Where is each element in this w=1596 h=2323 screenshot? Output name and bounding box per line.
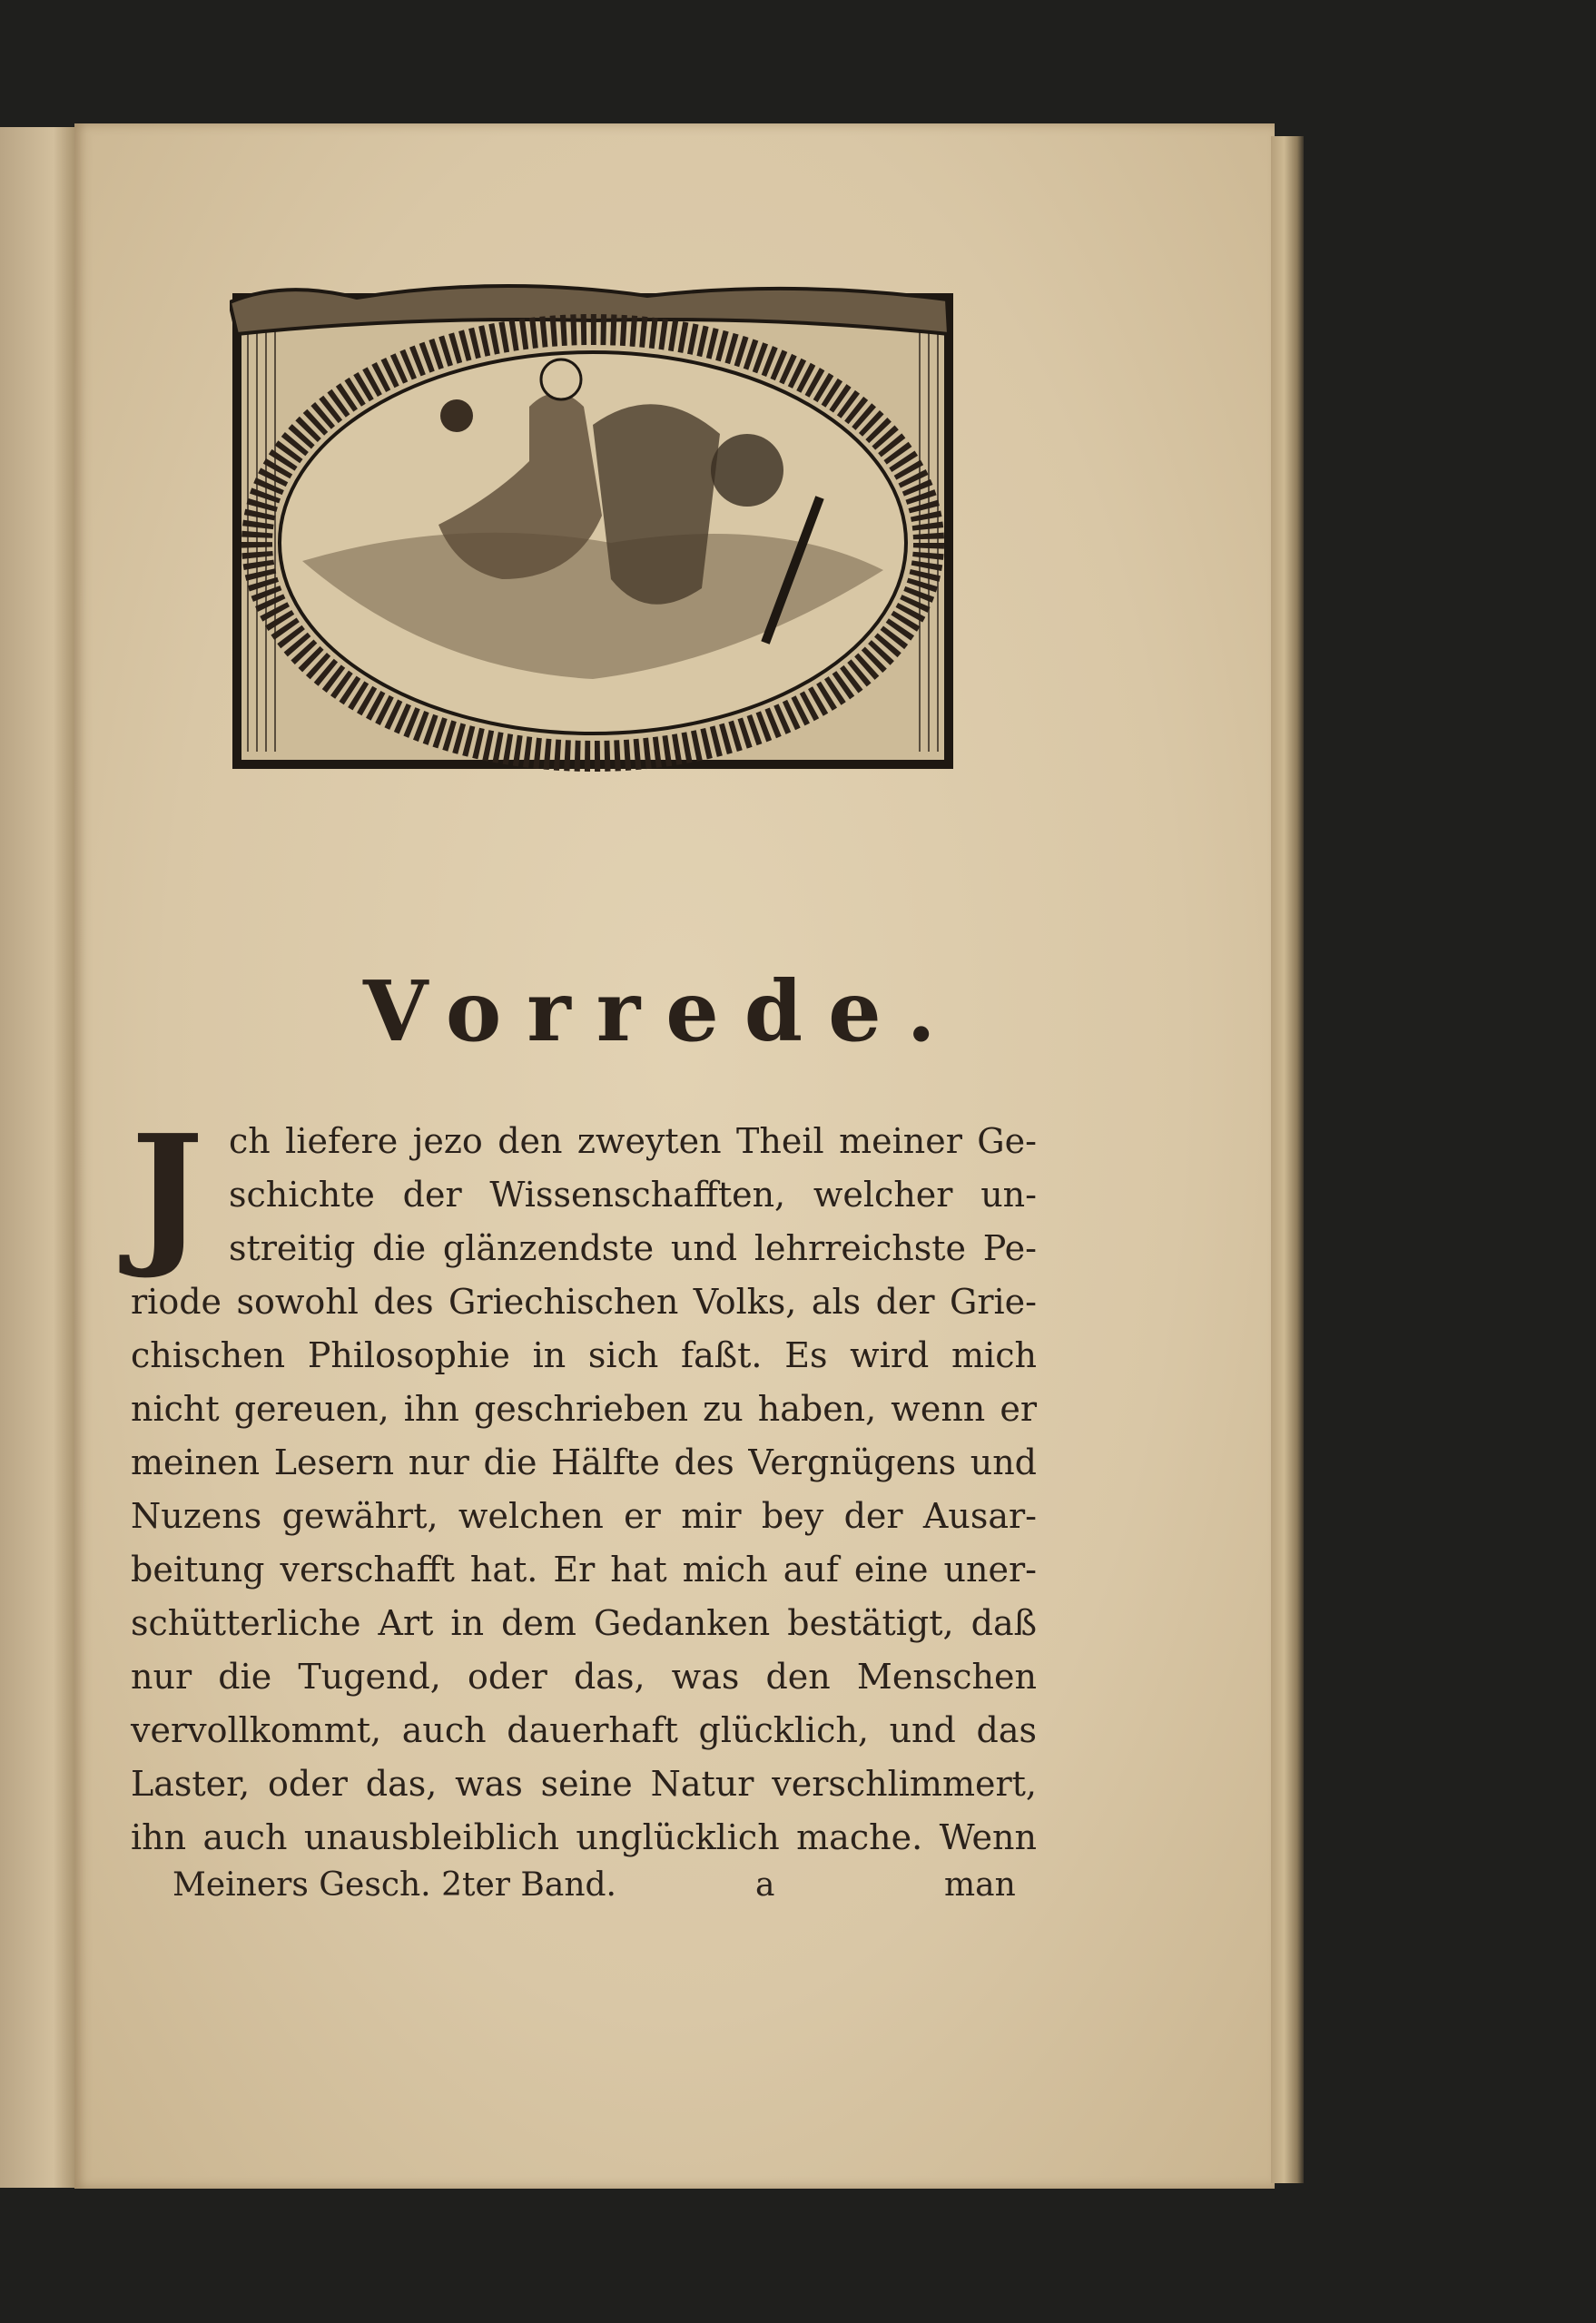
text-line: nicht gereuen, ihn geschrieben zu haben, wenn er [131,1389,1037,1429]
signature-line: Meiners Gesch. 2ter Band. [172,1866,616,1904]
previous-page-edge [0,127,76,2188]
text-line: schichte der Wissenschafften, welcher un- [229,1175,1037,1215]
page-title: Vorrede. [363,962,961,1060]
text-line: Nuzens gewährt, welchen er mir bey der Ausar- [131,1496,1037,1536]
signature-mark: a [755,1866,775,1904]
text-line: chischen Philosophie in sich faßt. Es wird mich [131,1335,1037,1375]
page-stack-edge [1271,136,1304,2183]
text-line: riode sowohl des Griechischen Volks, als der Grie- [131,1282,1037,1322]
catchword: man [944,1866,1016,1904]
text-line: nur die Tugend, oder das, was den Menschen [131,1657,1037,1697]
drop-cap: J [131,1101,204,1283]
text-line: streitig die glänzendste und lehrreichste Pe- [229,1228,1037,1268]
text-line: ihn auch unausbleiblich unglücklich mache. Wenn [131,1817,1037,1857]
text-line: meinen Lesern nur die Hälfte des Vergnügens und [131,1442,1037,1482]
woodcut-vignette [230,280,956,772]
text-line: Laster, oder das, was seine Natur verschlimmert, [131,1764,1037,1804]
text-line: vervollkommt, auch dauerhaft glücklich, und das [131,1710,1037,1750]
text-line: beitung verschafft hat. Er hat mich auf eine uner- [131,1550,1037,1590]
text-line: schütterliche Art in dem Gedanken bestätigt, daß [131,1603,1037,1643]
text-line: ch liefere jezo den zweyten Theil meiner Ge- [229,1121,1037,1161]
body-text [131,1101,1037,1865]
